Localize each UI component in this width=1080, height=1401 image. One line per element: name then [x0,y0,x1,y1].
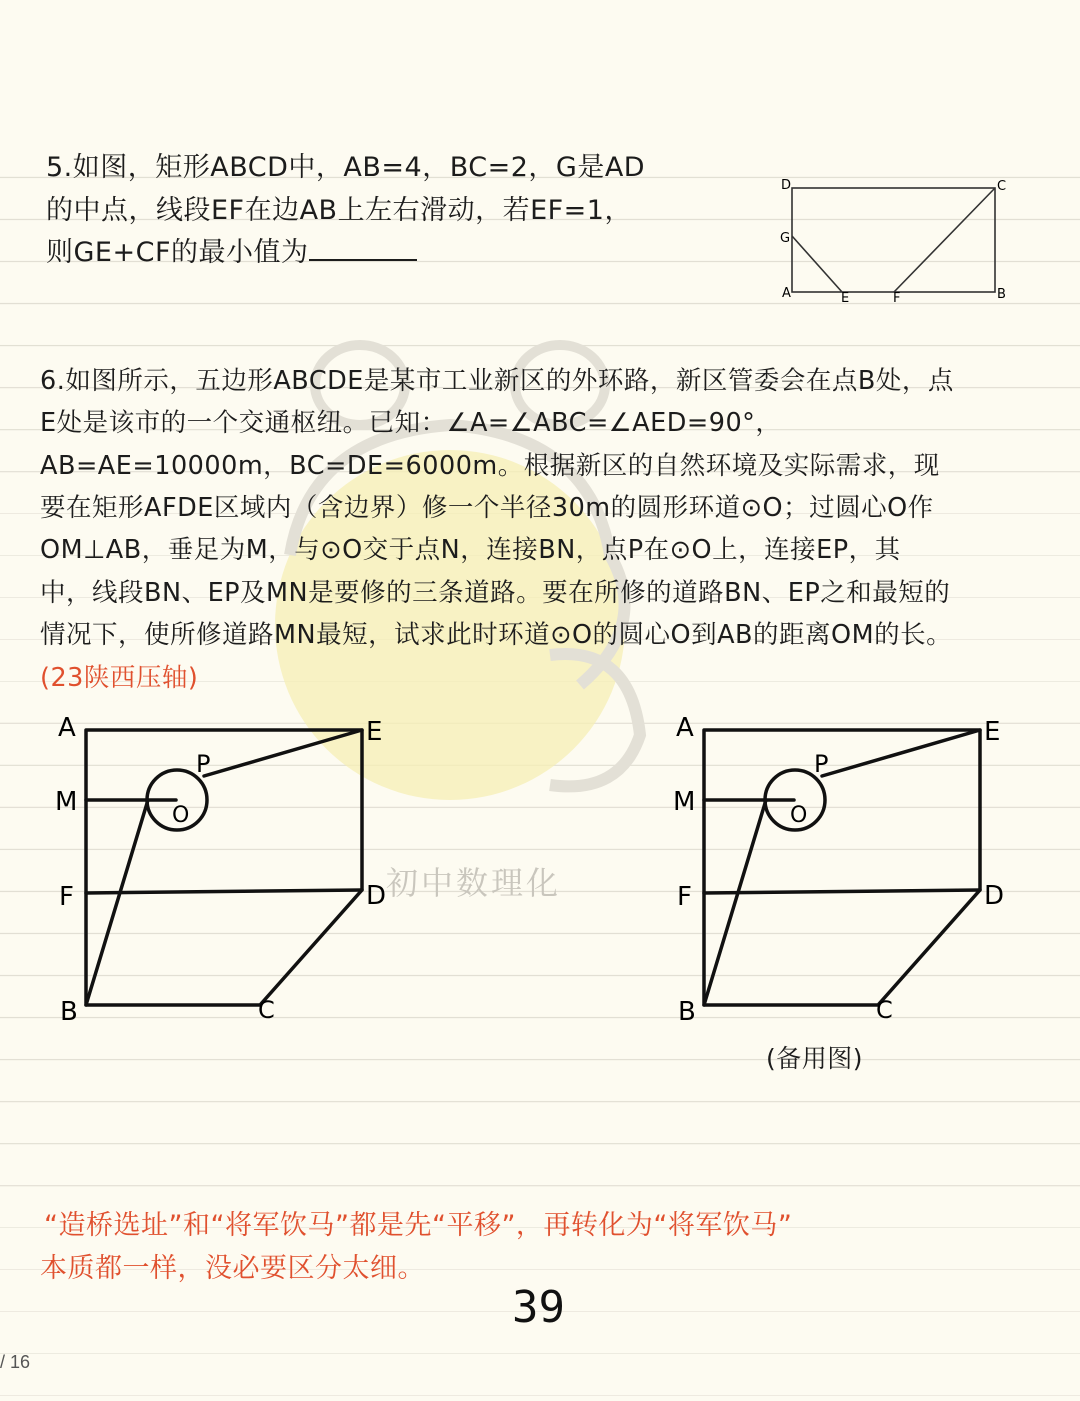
label-d: D [781,178,792,193]
problem6-line-3: AB=AE=10000m，BC=DE=6000m。根据新区的自然环境及实际需求，现 [40,451,940,481]
label-a: A [58,713,76,743]
label-g: G [780,231,791,246]
watermark-text: 初中数理化 [386,864,562,902]
label-p: P [814,750,829,778]
label-o: O [790,803,808,828]
label-a: A [782,286,791,301]
label-b: B [997,287,1006,302]
segment-ep [822,730,980,776]
segment-bn [86,800,148,1005]
label-b: B [60,997,78,1027]
problem5-line-2: 的中点，线段EF在边AB上左右滑动，若EF=1， [46,195,632,226]
problem5-figure [772,172,1022,312]
label-d: D [366,881,387,911]
page-top-margin [0,0,1080,136]
problem5-line-1: 5.如图，矩形ABCD中，AB=4，BC=2，G是AD [46,152,646,183]
segment-bn [704,800,766,1005]
label-c: C [876,996,893,1024]
label-d: D [984,881,1005,911]
problem6-figure [50,712,400,1027]
problem6-line-4: 要在矩形AFDE区域内（含边界）修一个半径30m的圆形环道⊙O；过圆心O作 [40,493,934,523]
label-e: E [841,291,850,306]
label-m: M [673,787,696,817]
label-e: E [366,717,383,747]
label-p: P [196,750,211,778]
problem6-source: (23陕西压轴) [40,663,199,693]
note-line-1: “造桥选址”和“将军饮马”都是先“平移”，再转化为“将军饮马” [44,1210,793,1241]
page-number: 39 [512,1282,565,1333]
label-a: A [676,713,694,743]
segment-ep [204,730,362,776]
backup-figure-caption: (备用图) [766,1044,864,1073]
label-f: F [677,882,692,912]
problem5-line-3 [46,230,417,269]
label-o: O [172,803,190,828]
problem6-backup-figure [668,712,1018,1027]
problem6-line-2: E处是该市的一个交通枢纽。已知：∠A=∠ABC=∠AED=90°， [40,408,782,438]
problem6-line-6: 中，线段BN、EP及MN是要修的三条道路。要在所修的道路BN、EP之和最短的 [40,578,951,608]
problem5-question: 则GE+CF的最小值为 [46,237,309,268]
segment-fd [86,890,362,893]
segment-fc [894,188,995,292]
label-c: C [997,179,1007,194]
note-line-2: 本质都一样，没必要区分太细。 [40,1253,425,1284]
label-f: F [893,291,901,306]
label-c: C [258,996,275,1024]
label-m: M [55,787,78,817]
answer-blank [309,235,417,261]
segment-fd [704,890,980,893]
label-f: F [59,882,74,912]
problem6-line-7: 情况下，使所修道路MN最短，试求此时环道⊙O的圆心O到AB的距离OM的长。 [40,620,953,650]
label-b: B [678,997,696,1027]
rectangle-abcd [792,188,995,292]
page-indicator: / 16 [0,1352,31,1372]
problem6-line-1: 6.如图所示，五边形ABCDE是某市工业新区的外环路，新区管委会在点B处，点 [40,366,954,396]
label-e: E [984,717,1001,747]
segment-ge [792,236,842,292]
problem6-line-5: OM⊥AB，垂足为M，与⊙O交于点N，连接BN，点P在⊙O上，连接EP，其 [40,535,901,565]
